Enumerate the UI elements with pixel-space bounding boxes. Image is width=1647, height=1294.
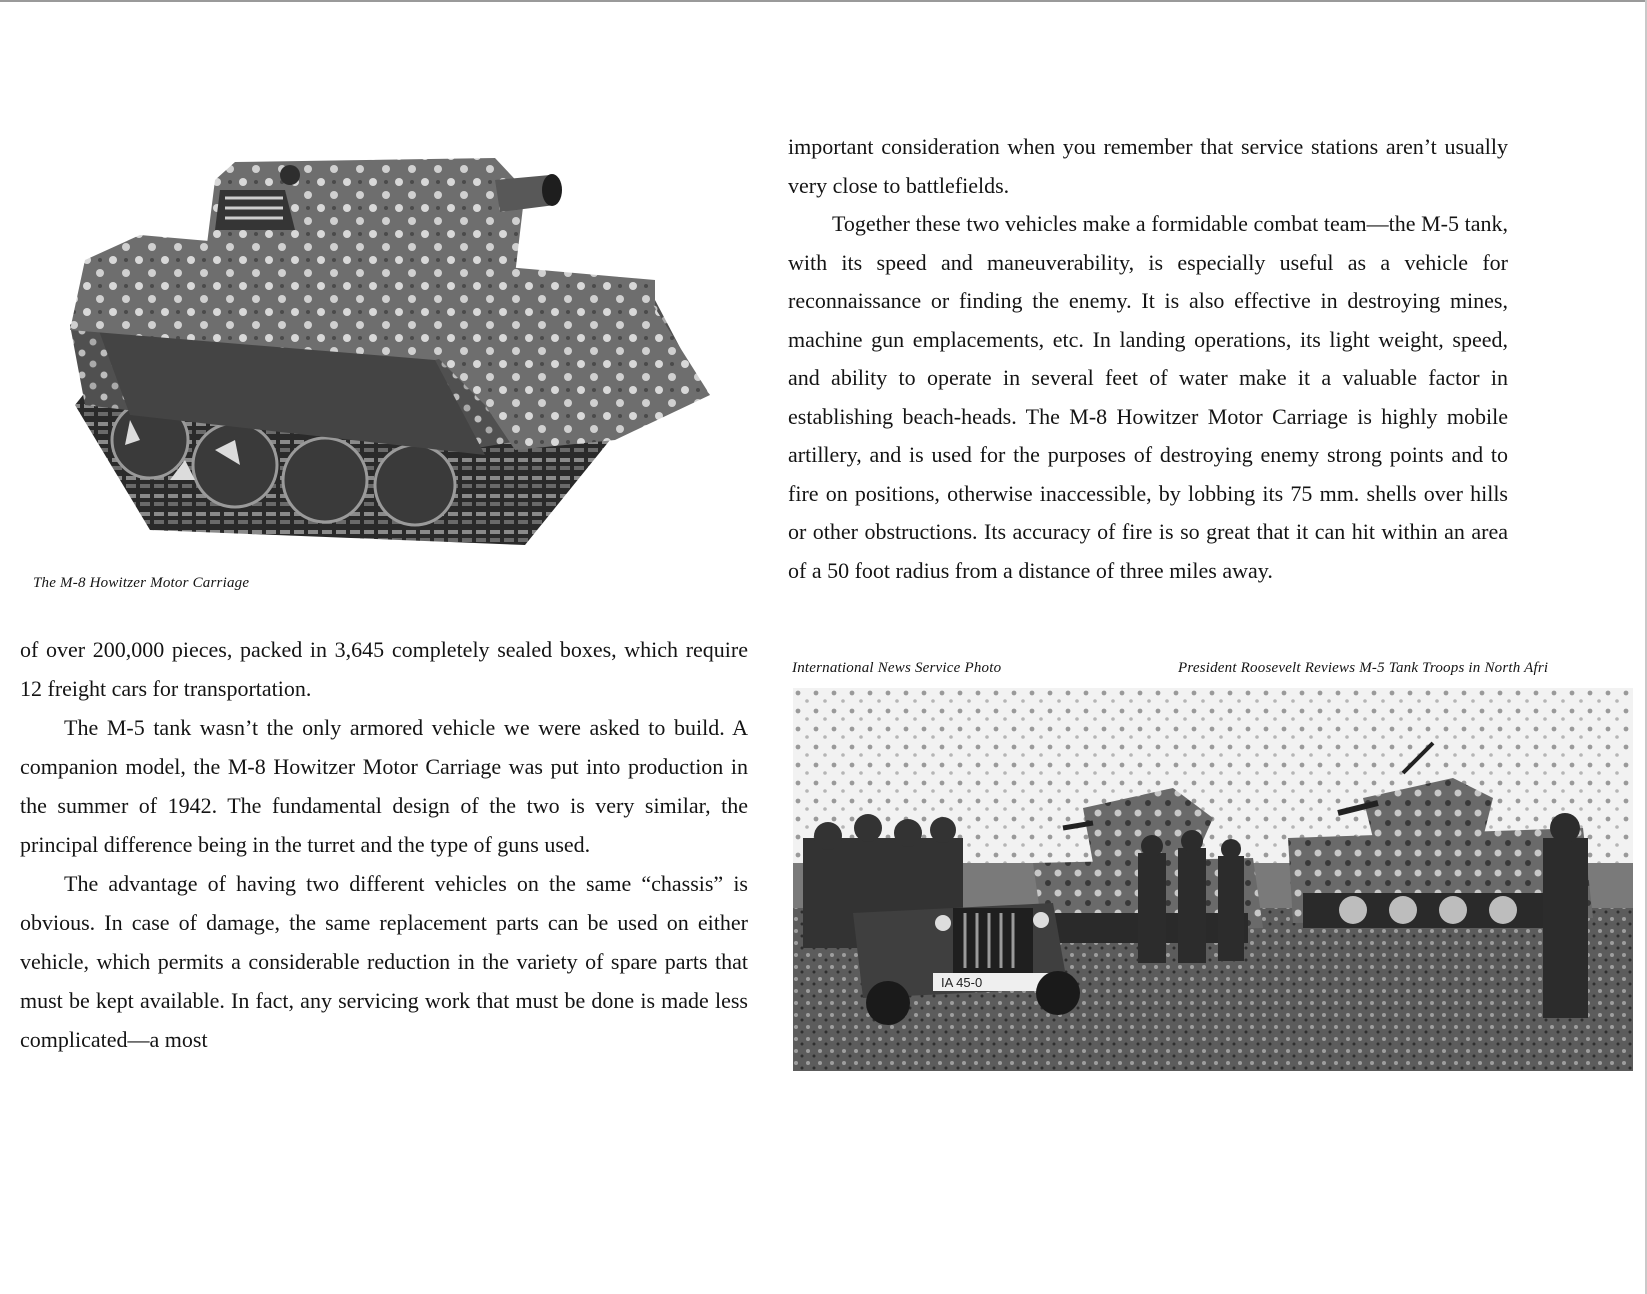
left-paragraph-2: The M-5 tank wasn’t the only armored vehicle we were asked to build. A companion model, the M-8 Howitzer Motor Carriage was put into production in the summer of 1942. The fundamental design of the two is very similar, the principal difference being in the turret and the type of guns used. xyxy=(20,715,748,857)
right-paragraph-1: important consideration when you remember that service stations aren’t usually very close to battlefields. xyxy=(788,134,1508,198)
jeep-license-plate: IA 45-0 xyxy=(941,975,983,990)
left-text-column xyxy=(20,630,748,1059)
roosevelt-photo-caption: President Roosevelt Reviews M-5 Tank Troops in North Afri xyxy=(1178,660,1549,676)
m8-photo-caption: The M-8 Howitzer Motor Carriage xyxy=(33,575,250,591)
left-paragraph-3: The advantage of having two different vehicles on the same “chassis” is obvious. In case of damage, the same replacement parts can be used on either vehicle, which permits a considerable reduction in the variety of spare parts that must be kept available. In fact, any servicing work that must be done is made less complicated—a most xyxy=(20,871,748,1052)
photo-credit: International News Service Photo xyxy=(792,660,1002,676)
roosevelt-review-photo xyxy=(793,688,1633,1071)
m8-howitzer-photo xyxy=(55,150,755,570)
left-paragraph-1: of over 200,000 pieces, packed in 3,645 completely sealed boxes, which require 12 freight cars for transportation. xyxy=(20,637,748,701)
right-paragraph-2: Together these two vehicles make a formidable combat team—the M-5 tank, with its speed and maneuverability, is especially useful as a vehicle for reconnaissance or finding the enemy. It is also effective in destroying mines, machine gun emplacements, etc. In landing operations, its light weight, speed, and ability to operate in several feet of water make it a valuable factor in establishing beach-heads. The M-8 Howitzer Motor Carriage is highly mobile artillery, and is used for the purposes of destroying enemy strong points and to fire on positions, otherwise inaccessible, by lobbing its 75 mm. shells over hills or other obstructions. Its accuracy of fire is so great that it can hit within an area of a 50 foot radius from a distance of three miles away. xyxy=(788,211,1508,583)
top-page-rule xyxy=(0,0,1647,2)
right-text-column xyxy=(788,128,1508,590)
